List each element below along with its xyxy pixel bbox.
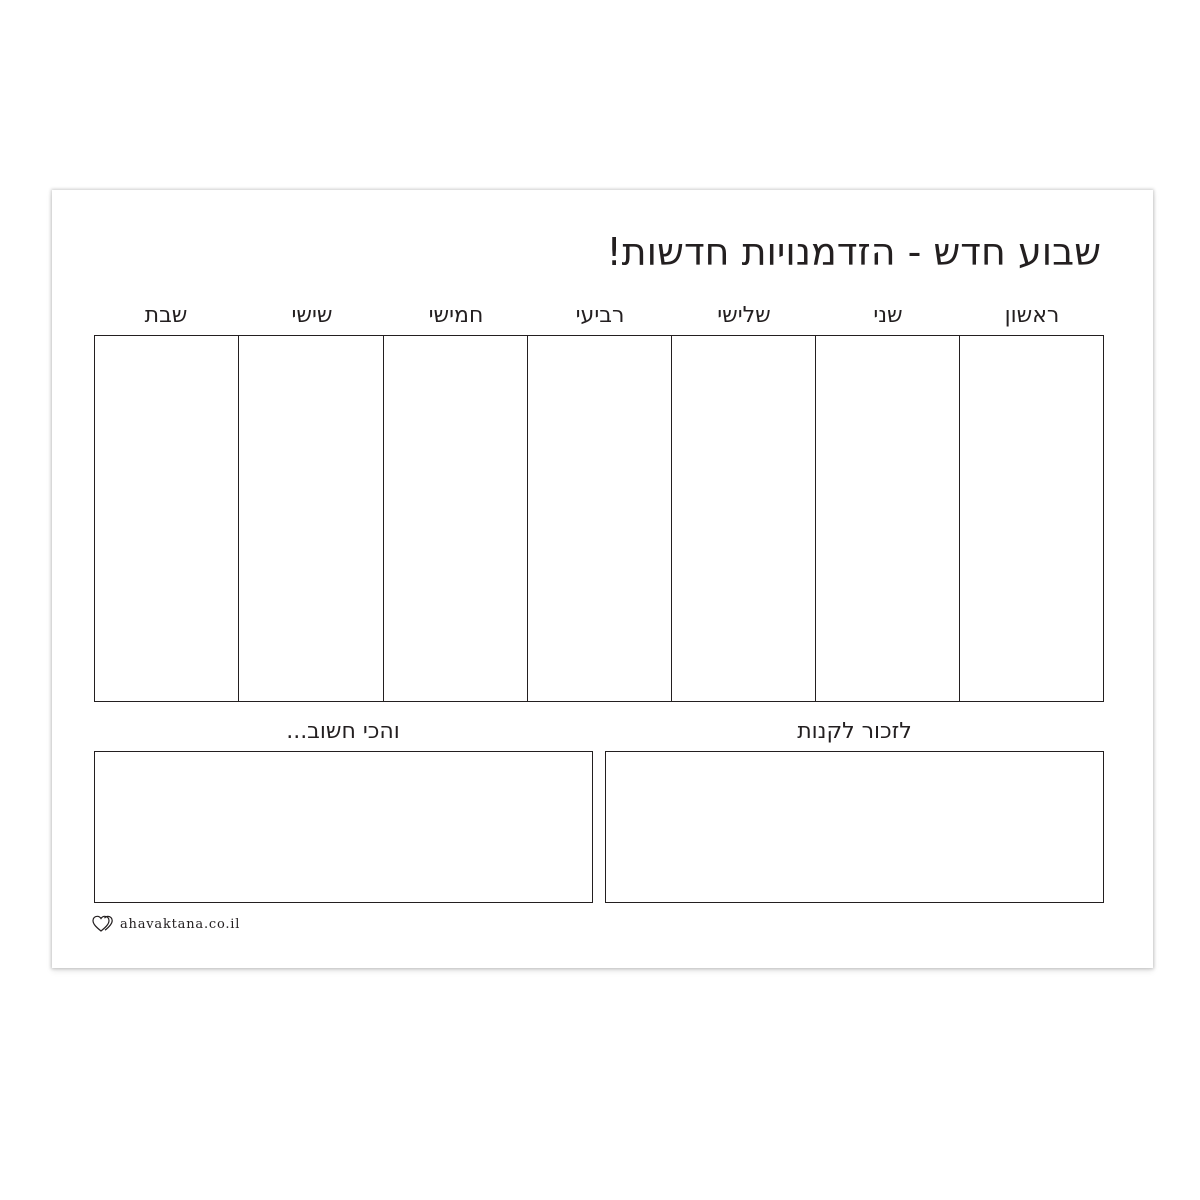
planner-sheet [52,190,1153,968]
day-box-tuesday [671,335,816,702]
day-label-saturday: שבת [144,303,188,328]
site-url: ahavaktana.co.il [120,916,241,932]
shopping-label: לזכור לקנות [797,719,912,744]
important-label: והכי חשוב... [286,719,400,744]
shopping-box [605,751,1104,903]
day-box-wednesday [527,335,672,702]
day-label-thursday: חמישי [428,303,484,328]
hearts-icon [92,914,116,934]
day-label-friday: שישי [291,303,333,328]
day-box-saturday [94,335,239,702]
day-label-wednesday: רביעי [575,303,625,328]
day-label-tuesday: שלישי [717,303,771,328]
page-title: שבוע חדש - הזדמנויות חדשות! [606,230,1101,274]
day-box-monday [815,335,960,702]
day-label-sunday: ראשון [1004,303,1060,328]
day-label-monday: שני [873,303,903,328]
day-box-friday [238,335,384,702]
day-box-thursday [383,335,528,702]
important-box [94,751,593,903]
footer-logo [92,914,240,934]
day-box-sunday [959,335,1104,702]
